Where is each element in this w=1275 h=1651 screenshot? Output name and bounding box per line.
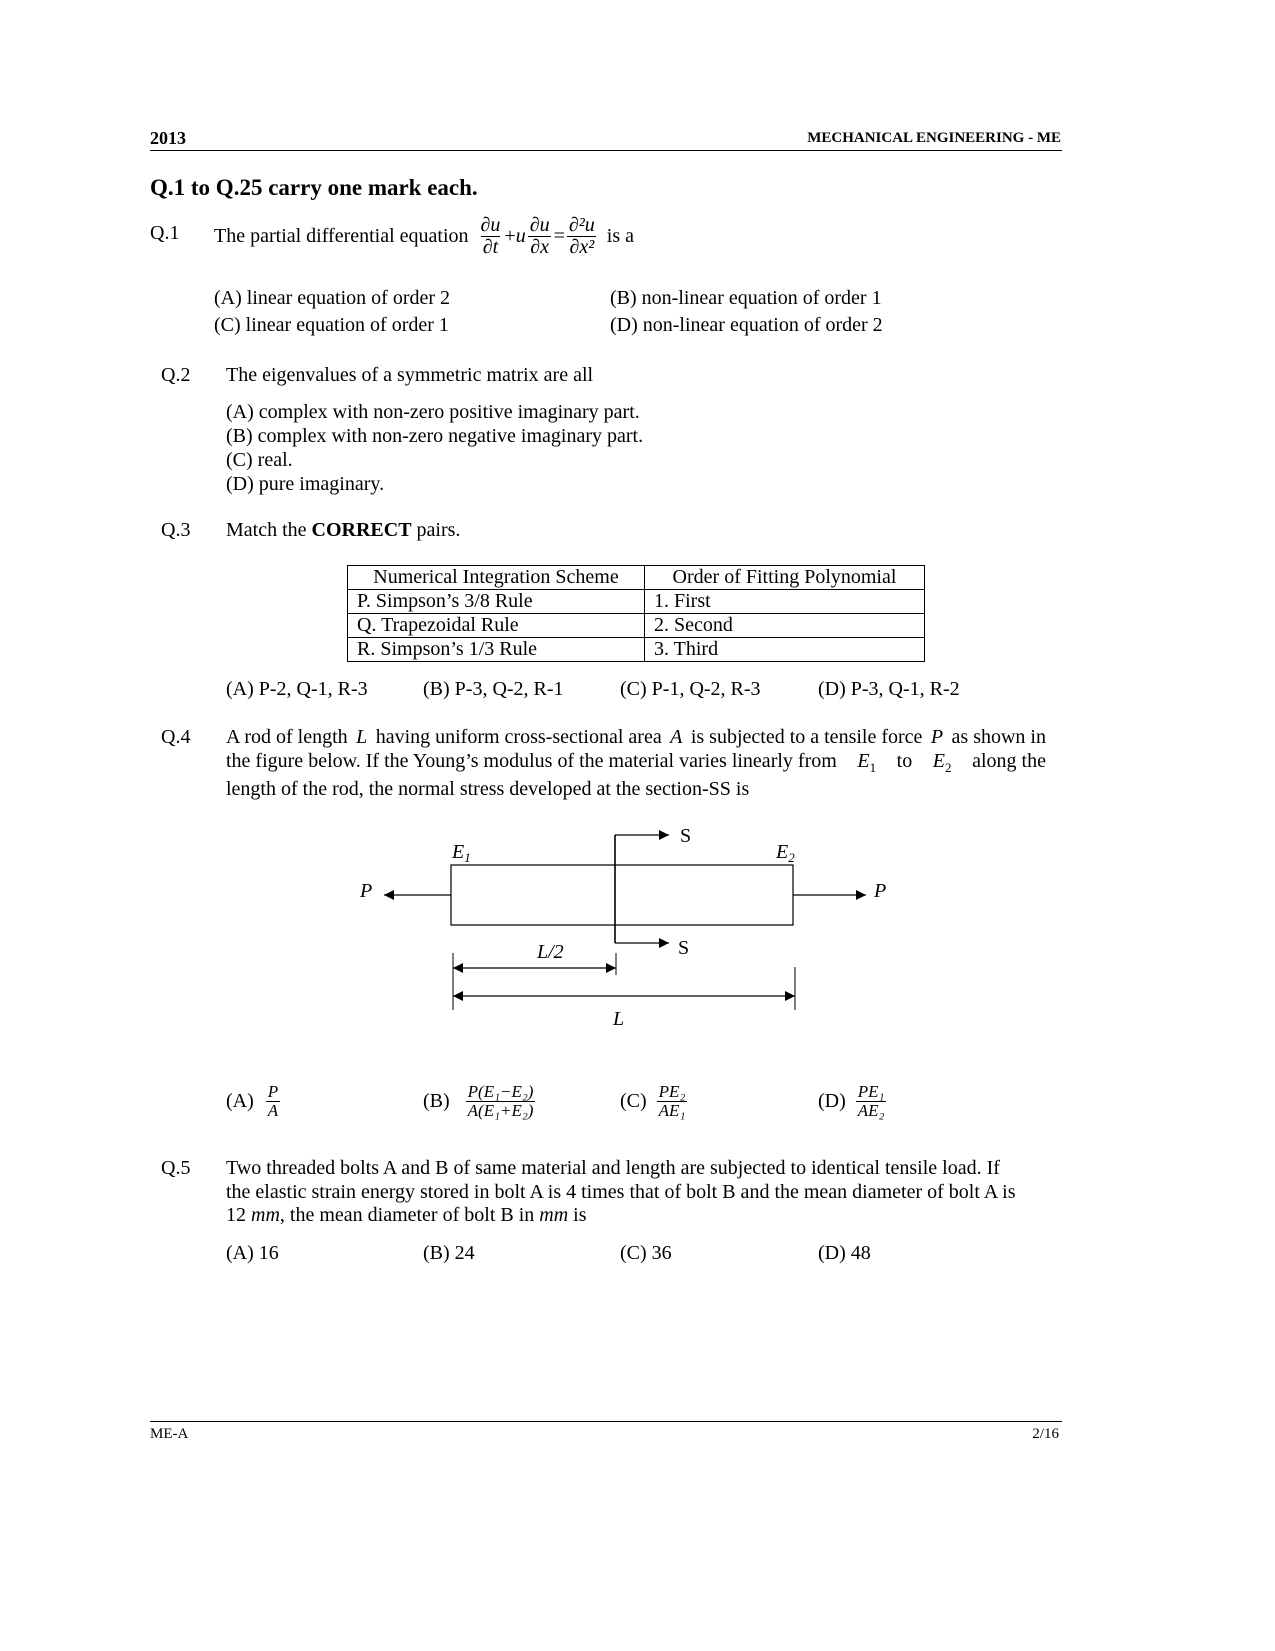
q5-line-2: the elastic strain energy stored in bolt A is 4 times that of bolt B and the mean diameter of bolt A is — [226, 1181, 1016, 1203]
q2-option-b: (B) complex with non-zero negative imaginary part. — [226, 425, 644, 447]
q2-option-c: (C) real. — [226, 449, 293, 471]
q5-option-b: (B) 24 — [423, 1242, 475, 1264]
q4-option-a: (A) $\frac{P}{A}$ — [226, 1081, 279, 1120]
q4-line-3: length of the rod, the normal stress developed at the section-SS is — [226, 778, 750, 800]
q4-line-2: the figure below. If the Young’s modulus of the material varies linearly from $E_1$ to $E_2$ along the — [226, 750, 1046, 775]
header-subject: MECHANICAL ENGINEERING - ME — [807, 130, 1061, 146]
rod-body — [451, 865, 793, 925]
q3-option-b: (B) P-3, Q-2, R-1 — [423, 678, 564, 700]
q1-option-c: (C) linear equation of order 1 — [214, 314, 449, 336]
table-cell: R. Simpson’s 1/3 Rule — [348, 638, 645, 662]
q4-option-d: (D) $\frac{\text{PE₁}}{\text{AE₂}}$ — [818, 1081, 885, 1120]
q1-u: u — [515, 224, 526, 247]
table-row — [348, 614, 925, 638]
q1-frac-dudt: $\frac{\partial u}{\partial t}$ — [480, 213, 501, 258]
q3-option-d: (D) P-3, Q-1, R-2 — [818, 678, 960, 700]
label-p-right: P — [874, 880, 887, 902]
q1-frac-d2udx2: $\frac{\text{∂²u}}{\text{∂x²}}$ — [568, 213, 595, 258]
q5-line-1: Two threaded bolts A and B of same material and length are subjected to identical tensile load. If — [226, 1157, 1000, 1179]
q2-number: Q.2 — [161, 364, 191, 386]
label-length: L — [613, 1008, 625, 1030]
label-half-length: L/2 — [537, 941, 564, 963]
q1-tail: is a — [606, 224, 634, 247]
q1-option-d: (D) non-linear equation of order 2 — [610, 314, 883, 336]
label-s-bottom: S — [678, 937, 690, 959]
q1-equals: = — [553, 224, 565, 247]
q1-stem — [214, 208, 634, 264]
label-s-top: S — [680, 825, 692, 847]
q5-option-a: (A) 16 — [226, 1242, 279, 1264]
q5-line-3: 12 mm, the mean diameter of bolt B in mm is — [226, 1204, 587, 1226]
q3-match-table — [347, 565, 925, 662]
table-row — [348, 590, 925, 614]
q2-stem: The eigenvalues of a symmetric matrix are all — [226, 364, 594, 386]
q4-option-b: (B) $\frac{\text{P(E₁−E₂)}}{\text{A(E₁+E₂)}}$ — [423, 1081, 534, 1120]
table-header-cell: Numerical Integration Scheme — [348, 566, 645, 590]
table-cell: 1. First — [645, 590, 925, 614]
q1-plus: + — [504, 224, 516, 247]
q2-option-a: (A) complex with non-zero positive imaginary part. — [226, 401, 640, 423]
header-year: 2013 — [150, 128, 186, 148]
q4-line-1: A rod of length L having uniform cross-sectional area A is subjected to a tensile force P as shown in — [226, 726, 1046, 748]
label-e2: $E_2$ — [776, 841, 795, 865]
table-cell: P. Simpson’s 3/8 Rule — [348, 590, 645, 614]
table-row — [348, 638, 925, 662]
q1-stem-text: The partial differential equation — [214, 224, 469, 247]
q3-number: Q.3 — [161, 519, 191, 541]
q3-stem-bold: CORRECT — [311, 519, 412, 541]
header-rule — [150, 150, 1062, 151]
table-header-cell: Order of Fitting Polynomial — [645, 566, 925, 590]
label-e1: $E_1$ — [452, 841, 471, 865]
q1-option-a: (A) linear equation of order 2 — [214, 287, 451, 309]
footer-code: ME-A — [150, 1426, 189, 1442]
table-cell: Q. Trapezoidal Rule — [348, 614, 645, 638]
footer-page-number: 2/16 — [1032, 1426, 1059, 1442]
q3-stem: Match the CORRECT pairs. — [226, 519, 461, 541]
q4-option-c: (C) $\frac{\text{PE₂}}{\text{AE₁}}$ — [620, 1081, 686, 1120]
q4-number: Q.4 — [161, 726, 191, 748]
table-cell: 2. Second — [645, 614, 925, 638]
table-cell: 3. Third — [645, 638, 925, 662]
q5-option-c: (C) 36 — [620, 1242, 672, 1264]
q2-option-d: (D) pure imaginary. — [226, 473, 385, 495]
q3-option-a: (A) P-2, Q-1, R-3 — [226, 678, 368, 700]
q1-number: Q.1 — [150, 222, 180, 244]
q5-number: Q.5 — [161, 1157, 191, 1179]
q1-frac-dudx: $\frac{\partial u}{\partial x}$ — [529, 213, 550, 258]
label-p-left: P — [360, 880, 373, 902]
section-title: Q.1 to Q.25 carry one mark each. — [150, 175, 478, 200]
q3-option-c: (C) P-1, Q-2, R-3 — [620, 678, 761, 700]
footer-rule — [150, 1421, 1062, 1422]
q1-option-b: (B) non-linear equation of order 1 — [610, 287, 882, 309]
q4-rod-figure — [340, 815, 910, 1040]
table-header-row — [348, 566, 925, 590]
q5-option-d: (D) 48 — [818, 1242, 871, 1264]
